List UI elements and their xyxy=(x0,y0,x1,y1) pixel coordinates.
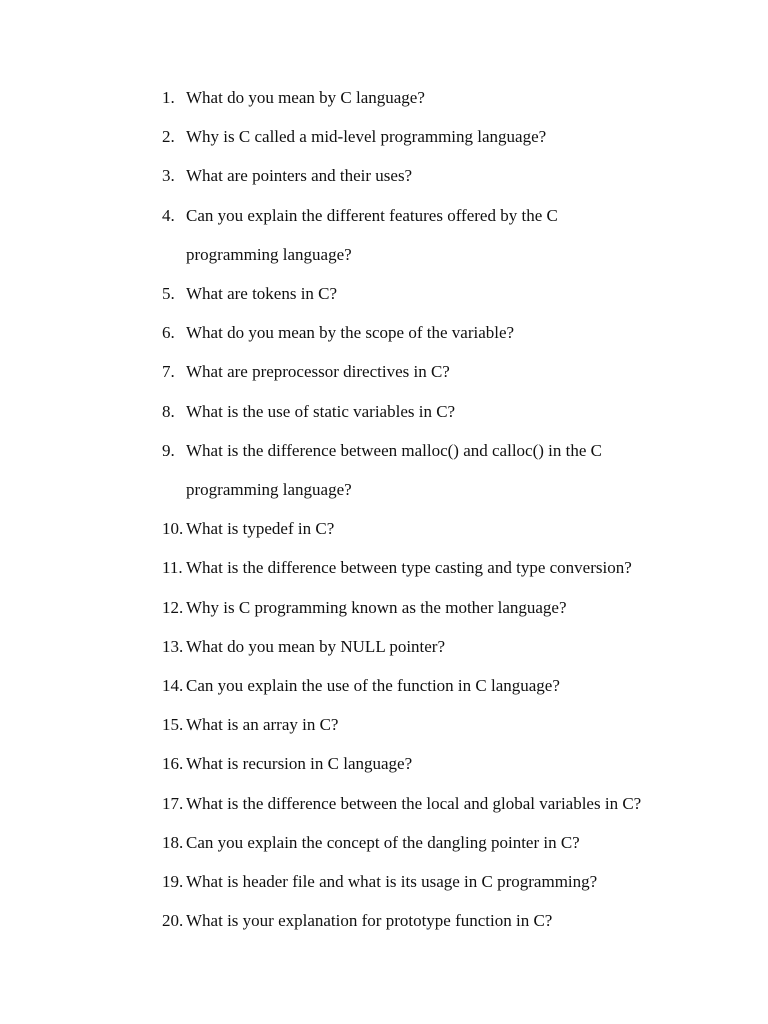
question-number: 12. xyxy=(162,597,184,617)
question-text-line: What is your explanation for prototype function in C? xyxy=(186,911,553,931)
question-item xyxy=(162,901,722,940)
question-text-line: What do you mean by the scope of the variable? xyxy=(186,323,515,343)
question-item xyxy=(162,313,722,352)
question-number: 9. xyxy=(162,440,175,460)
question-text xyxy=(186,117,546,156)
question-number: 19. xyxy=(162,872,184,892)
question-text xyxy=(186,666,560,705)
question-text-line: Can you explain the different features offered by the C xyxy=(186,205,558,225)
question-text xyxy=(186,313,514,352)
question-item xyxy=(162,274,722,313)
question-number: 14. xyxy=(162,676,184,696)
question-text-line: What is header file and what is its usage in C programming? xyxy=(186,872,598,892)
question-text-line: What are preprocessor directives in C? xyxy=(186,362,450,382)
question-item xyxy=(162,744,722,783)
question-text-line: What is the use of static variables in C? xyxy=(186,401,456,421)
question-text xyxy=(186,196,558,274)
question-text-line: What do you mean by C language? xyxy=(186,88,425,107)
question-text-line: What is the difference between the local and global variables in C? xyxy=(186,793,642,813)
question-text-line: What is recursion in C language? xyxy=(186,754,413,774)
question-item xyxy=(162,823,722,862)
question-text-line: What do you mean by NULL pointer? xyxy=(186,636,446,656)
question-item xyxy=(162,392,722,431)
question-item xyxy=(162,784,722,823)
question-number: 8. xyxy=(162,401,175,421)
question-item xyxy=(162,705,722,744)
question-number: 6. xyxy=(162,323,175,343)
question-number: 3. xyxy=(162,166,175,186)
question-number: 4. xyxy=(162,205,175,225)
question-number: 1. xyxy=(162,88,175,107)
question-text xyxy=(186,588,567,627)
question-text xyxy=(186,352,450,391)
question-text xyxy=(186,78,425,117)
question-item xyxy=(162,78,722,117)
question-text xyxy=(186,548,632,587)
question-number: 10. xyxy=(162,519,184,539)
question-text xyxy=(186,431,602,509)
question-item xyxy=(162,862,722,901)
question-text-line: What are tokens in C? xyxy=(186,284,338,304)
question-text-line: What are pointers and their uses? xyxy=(186,166,413,186)
question-number: 17. xyxy=(162,793,184,813)
question-number: 20. xyxy=(162,911,184,931)
question-text xyxy=(186,509,334,548)
question-item xyxy=(162,509,722,548)
question-text xyxy=(186,744,412,783)
question-text-line: What is typedef in C? xyxy=(186,519,335,539)
question-text xyxy=(186,901,552,940)
question-item xyxy=(162,352,722,391)
question-text xyxy=(186,862,597,901)
question-number: 15. xyxy=(162,715,184,735)
question-item xyxy=(162,196,722,274)
question-item xyxy=(162,431,722,509)
question-item xyxy=(162,117,722,156)
question-text-line: Why is C called a mid-level programming language? xyxy=(186,127,547,147)
question-text-line: What is the difference between type casting and type conversion? xyxy=(186,558,632,578)
question-text-line: Can you explain the use of the function in C language? xyxy=(186,676,560,696)
question-item xyxy=(162,588,722,627)
question-number: 7. xyxy=(162,362,175,382)
question-text-line: Can you explain the concept of the dangling pointer in C? xyxy=(186,832,580,852)
question-number: 11. xyxy=(162,558,183,578)
question-number: 13. xyxy=(162,636,184,656)
question-item xyxy=(162,627,722,666)
question-text xyxy=(186,705,338,744)
question-number: 18. xyxy=(162,832,184,852)
question-text xyxy=(186,784,641,823)
question-item xyxy=(162,156,722,195)
question-number: 16. xyxy=(162,754,184,774)
question-text xyxy=(186,274,337,313)
question-text-line: Why is C programming known as the mother language? xyxy=(186,597,567,617)
question-text-line: programming language? xyxy=(186,244,352,264)
question-text-line: programming language? xyxy=(186,480,352,500)
question-text xyxy=(186,627,445,666)
question-text-line: What is the difference between malloc() and calloc() in the C xyxy=(186,440,603,460)
question-item xyxy=(162,666,722,705)
question-text xyxy=(186,392,455,431)
question-number: 5. xyxy=(162,284,175,304)
question-item xyxy=(162,548,722,587)
question-number: 2. xyxy=(162,127,175,147)
question-list xyxy=(162,78,722,940)
question-text-line: What is an array in C? xyxy=(186,715,339,735)
question-text xyxy=(186,823,580,862)
question-text xyxy=(186,156,412,195)
